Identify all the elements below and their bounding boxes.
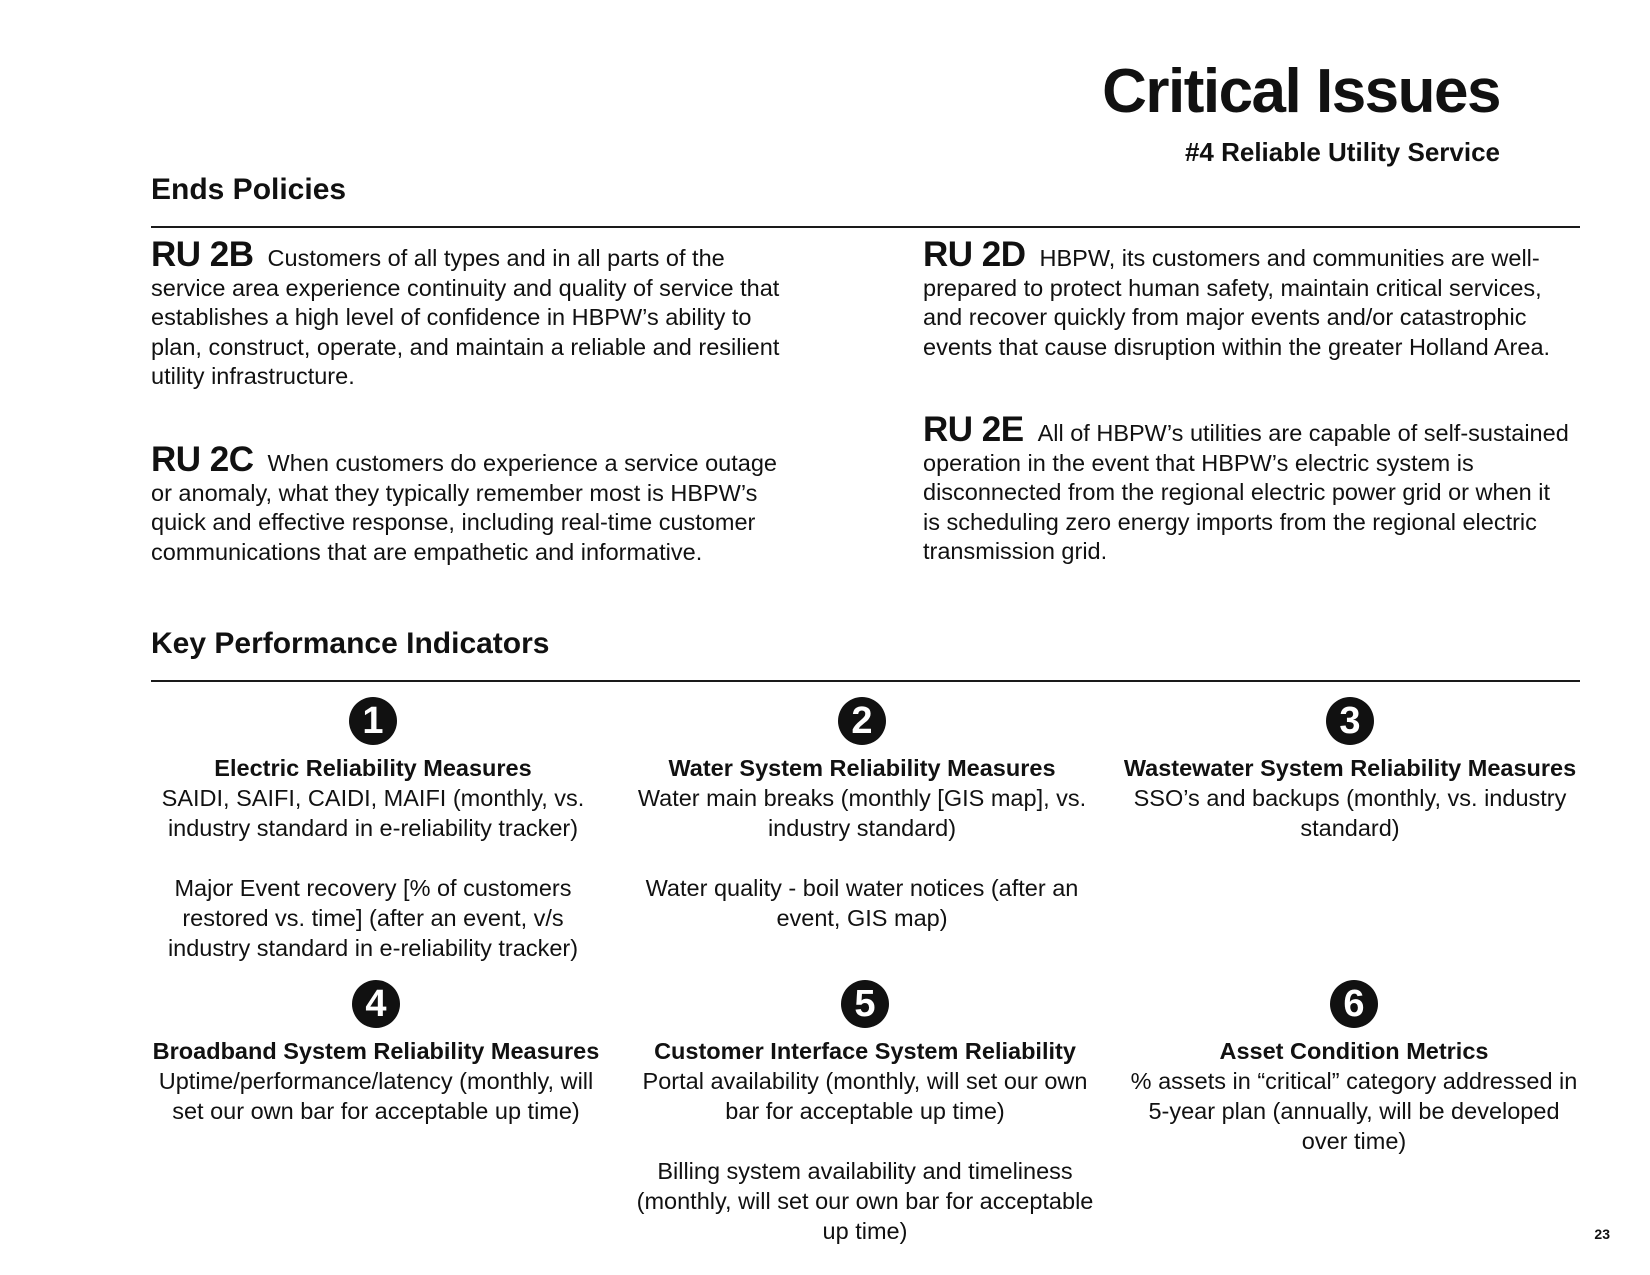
kpi-card-asset-condition	[1124, 980, 1584, 1156]
page-title: Critical Issues	[1102, 57, 1500, 126]
kpi-description: Portal availability (monthly, will set our own bar for acceptable up time)	[642, 1068, 1088, 1124]
kpi-card-water	[632, 697, 1092, 933]
kpi-card-electric	[143, 697, 603, 963]
kpi-description: Major Event recovery [% of customers restored vs. time] (after an event, v/s industry standard in e-reliability tracker)	[167, 875, 579, 961]
paragraph-spacer	[635, 1126, 1095, 1156]
policy-ru-2b	[151, 235, 801, 392]
policy-ru-2d	[923, 235, 1573, 362]
policy-text: HBPW, its customers and communities are well-prepared to protect human safety, maintain critical services, and recover quickly from major events and/or catastrophic events that cause disruption within the greater Holland Area.	[923, 245, 1551, 360]
policy-ru-2c	[151, 440, 801, 567]
kpi-title: Water System Reliability Measures	[668, 755, 1056, 781]
number-badge: 5	[841, 980, 889, 1028]
policy-text: Customers of all types and in all parts of the service area experience continuity and quality of service that establishes a high level of confidence in HBPW’s ability to plan, construct, operate, and maintain a reliable and resilient utility infrastructure.	[151, 245, 780, 389]
kpi-title: Broadband System Reliability Measures	[152, 1038, 600, 1064]
number-badge: 3	[1326, 697, 1374, 745]
kpi-description: Water quality - boil water notices (after an event, GIS map)	[645, 875, 1079, 931]
kpi-description: Billing system availability and timeliness (monthly, will set our own bar for acceptable up time)	[636, 1158, 1094, 1244]
number-badge: 6	[1330, 980, 1378, 1028]
policy-code: RU 2B	[151, 235, 254, 274]
number-badge: 1	[349, 697, 397, 745]
kpi-description: % assets in “critical” category addressed in 5-year plan (annually, will be developed over time)	[1130, 1068, 1578, 1154]
page-subtitle: #4 Reliable Utility Service	[1184, 137, 1500, 167]
number-badge: 4	[352, 980, 400, 1028]
ends-policies-heading: Ends Policies	[151, 173, 347, 206]
kpi-description: SSO’s and backups (monthly, vs. industry standard)	[1133, 785, 1567, 841]
kpi-title: Customer Interface System Reliability	[654, 1038, 1076, 1064]
kpi-heading: Key Performance Indicators	[151, 627, 550, 660]
policy-text: When customers do experience a service outage or anomaly, what they typically remember most is HBPW’s quick and effective response, including real-time customer communications that are empathetic and informative.	[151, 450, 777, 565]
kpi-divider	[151, 680, 1580, 682]
policy-code: RU 2C	[151, 440, 254, 479]
ends-policies-divider	[151, 226, 1580, 228]
kpi-title: Wastewater System Reliability Measures	[1123, 755, 1577, 781]
page-number: 23	[1594, 1226, 1610, 1242]
kpi-card-wastewater	[1120, 697, 1580, 843]
number-badge: 2	[838, 697, 886, 745]
kpi-title: Asset Condition Metrics	[1219, 1038, 1489, 1064]
policy-ru-2e	[923, 410, 1573, 567]
policy-code: RU 2E	[923, 410, 1024, 449]
paragraph-spacer	[632, 843, 1092, 873]
paragraph-spacer	[143, 843, 603, 873]
kpi-description: Uptime/performance/latency (monthly, will set our own bar for acceptable up time)	[158, 1068, 594, 1124]
kpi-card-customer-interface	[635, 980, 1095, 1246]
kpi-card-broadband	[146, 980, 606, 1126]
policy-text: All of HBPW’s utilities are capable of self-sustained operation in the event that HBPW’s electric system is disconnected from the regional electric power grid or when it is scheduling zero energy imports from the regional electric transmission grid.	[923, 420, 1569, 564]
kpi-title: Electric Reliability Measures	[214, 755, 532, 781]
kpi-description: SAIDI, SAIFI, CAIDI, MAIFI (monthly, vs. industry standard in e-reliability tracker)	[161, 785, 585, 841]
kpi-description: Water main breaks (monthly [GIS map], vs. industry standard)	[637, 785, 1087, 841]
policy-code: RU 2D	[923, 235, 1026, 274]
